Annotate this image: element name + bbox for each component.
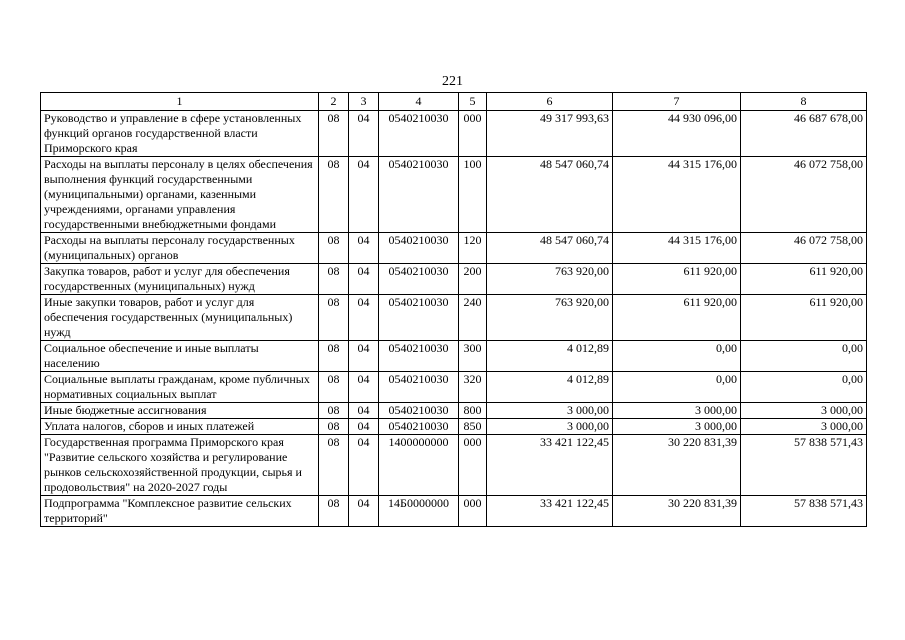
amount-col-6: 3 000,00: [487, 403, 613, 419]
header-col-2: 2: [319, 93, 349, 111]
table-row: [41, 157, 867, 233]
amount-col-7: 3 000,00: [613, 419, 741, 435]
expense-kind-code: 850: [459, 419, 487, 435]
target-code: 0540210030: [379, 341, 459, 372]
subsection-code: 04: [349, 403, 379, 419]
table-row: [41, 295, 867, 341]
subsection-code: 04: [349, 419, 379, 435]
target-code: 0540210030: [379, 264, 459, 295]
expense-kind-code: 240: [459, 295, 487, 341]
table-row: [41, 341, 867, 372]
section-code: 08: [319, 295, 349, 341]
target-code: 0540210030: [379, 233, 459, 264]
amount-col-7: 611 920,00: [613, 264, 741, 295]
amount-col-8: 46 072 758,00: [741, 157, 867, 233]
amount-col-7: 44 930 096,00: [613, 111, 741, 157]
table-row: [41, 419, 867, 435]
table-row: [41, 233, 867, 264]
amount-col-7: 611 920,00: [613, 295, 741, 341]
section-code: 08: [319, 496, 349, 527]
row-name: Расходы на выплаты персоналу государственных (муниципальных) органов: [41, 233, 319, 264]
expense-kind-code: 300: [459, 341, 487, 372]
amount-col-7: 3 000,00: [613, 403, 741, 419]
subsection-code: 04: [349, 111, 379, 157]
table-row: [41, 372, 867, 403]
target-code: 14Б0000000: [379, 496, 459, 527]
amount-col-8: 3 000,00: [741, 419, 867, 435]
amount-col-6: 48 547 060,74: [487, 157, 613, 233]
row-name: Государственная программа Приморского края "Развитие сельского хозяйства и регулирование рынков сельскохозяйственной продукции, сырья и продовольствия" на 2020-2027 годы: [41, 435, 319, 496]
target-code: 0540210030: [379, 403, 459, 419]
table-row: [41, 403, 867, 419]
expense-kind-code: 100: [459, 157, 487, 233]
header-col-5: 5: [459, 93, 487, 111]
section-code: 08: [319, 341, 349, 372]
subsection-code: 04: [349, 341, 379, 372]
row-name: Иные бюджетные ассигнования: [41, 403, 319, 419]
amount-col-7: 30 220 831,39: [613, 496, 741, 527]
section-code: 08: [319, 403, 349, 419]
row-name: Подпрограмма "Комплексное развитие сельских территорий": [41, 496, 319, 527]
amount-col-7: 0,00: [613, 372, 741, 403]
amount-col-7: 30 220 831,39: [613, 435, 741, 496]
amount-col-6: 4 012,89: [487, 372, 613, 403]
section-code: 08: [319, 264, 349, 295]
target-code: 1400000000: [379, 435, 459, 496]
header-col-1: 1: [41, 93, 319, 111]
amount-col-6: 33 421 122,45: [487, 496, 613, 527]
amount-col-6: 4 012,89: [487, 341, 613, 372]
amount-col-8: 46 072 758,00: [741, 233, 867, 264]
row-name: Руководство и управление в сфере установленных функций органов государственной власти Приморского края: [41, 111, 319, 157]
section-code: 08: [319, 419, 349, 435]
amount-col-6: 48 547 060,74: [487, 233, 613, 264]
section-code: 08: [319, 157, 349, 233]
amount-col-8: 0,00: [741, 341, 867, 372]
amount-col-7: 0,00: [613, 341, 741, 372]
header-col-7: 7: [613, 93, 741, 111]
header-col-4: 4: [379, 93, 459, 111]
header-row: [41, 93, 867, 111]
subsection-code: 04: [349, 295, 379, 341]
amount-col-8: 611 920,00: [741, 264, 867, 295]
target-code: 0540210030: [379, 419, 459, 435]
subsection-code: 04: [349, 157, 379, 233]
section-code: 08: [319, 435, 349, 496]
section-code: 08: [319, 111, 349, 157]
table-row: [41, 496, 867, 527]
row-name: Социальные выплаты гражданам, кроме публичных нормативных социальных выплат: [41, 372, 319, 403]
target-code: 0540210030: [379, 372, 459, 403]
row-name: Уплата налогов, сборов и иных платежей: [41, 419, 319, 435]
amount-col-7: 44 315 176,00: [613, 233, 741, 264]
amount-col-6: 33 421 122,45: [487, 435, 613, 496]
subsection-code: 04: [349, 264, 379, 295]
row-name: Расходы на выплаты персоналу в целях обеспечения выполнения функций государственными (муниципальными) органами, казенными учреждениями, органами управления государственными внебюджетными фондами: [41, 157, 319, 233]
amount-col-8: 611 920,00: [741, 295, 867, 341]
table-row: [41, 435, 867, 496]
table-row: [41, 111, 867, 157]
amount-col-6: 763 920,00: [487, 295, 613, 341]
amount-col-8: 3 000,00: [741, 403, 867, 419]
header-col-6: 6: [487, 93, 613, 111]
row-name: Иные закупки товаров, работ и услуг для обеспечения государственных (муниципальных) нужд: [41, 295, 319, 341]
subsection-code: 04: [349, 435, 379, 496]
amount-col-8: 57 838 571,43: [741, 435, 867, 496]
row-name: Социальное обеспечение и иные выплаты населению: [41, 341, 319, 372]
target-code: 0540210030: [379, 111, 459, 157]
amount-col-6: 763 920,00: [487, 264, 613, 295]
section-code: 08: [319, 372, 349, 403]
subsection-code: 04: [349, 233, 379, 264]
target-code: 0540210030: [379, 295, 459, 341]
budget-table: [40, 92, 867, 527]
expense-kind-code: 320: [459, 372, 487, 403]
target-code: 0540210030: [379, 157, 459, 233]
amount-col-6: 3 000,00: [487, 419, 613, 435]
header-col-3: 3: [349, 93, 379, 111]
amount-col-7: 44 315 176,00: [613, 157, 741, 233]
page-number: 221: [442, 74, 463, 89]
row-name: Закупка товаров, работ и услуг для обеспечения государственных (муниципальных) нужд: [41, 264, 319, 295]
header-col-8: 8: [741, 93, 867, 111]
amount-col-8: 57 838 571,43: [741, 496, 867, 527]
expense-kind-code: 800: [459, 403, 487, 419]
expense-kind-code: 000: [459, 111, 487, 157]
expense-kind-code: 200: [459, 264, 487, 295]
subsection-code: 04: [349, 372, 379, 403]
expense-kind-code: 120: [459, 233, 487, 264]
table-row: [41, 264, 867, 295]
amount-col-8: 46 687 678,00: [741, 111, 867, 157]
expense-kind-code: 000: [459, 435, 487, 496]
expense-kind-code: 000: [459, 496, 487, 527]
amount-col-6: 49 317 993,63: [487, 111, 613, 157]
section-code: 08: [319, 233, 349, 264]
subsection-code: 04: [349, 496, 379, 527]
amount-col-8: 0,00: [741, 372, 867, 403]
